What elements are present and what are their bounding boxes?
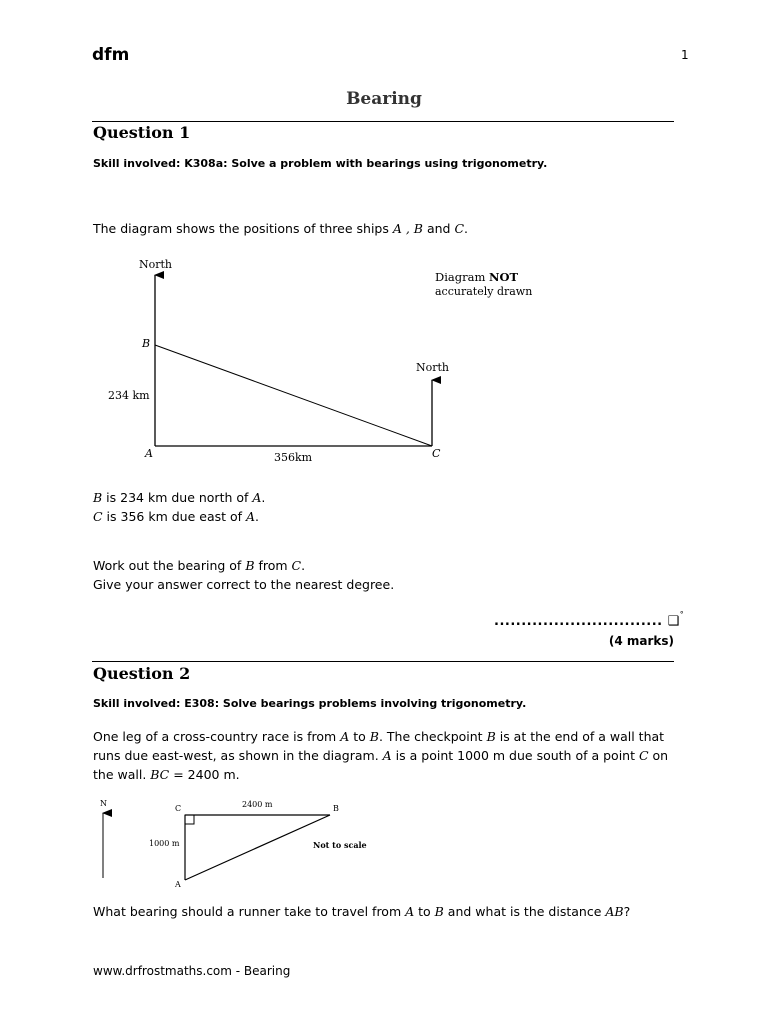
q2-question: What bearing should a runner take to travel from A to B and what is the distance AB? — [93, 904, 631, 919]
rule-top-q2 — [92, 661, 674, 662]
north-label-q2: N — [100, 799, 107, 808]
q1-marks: (4 marks) — [608, 634, 674, 648]
north-label-a: North — [139, 258, 173, 271]
north-label-c: North — [416, 361, 450, 374]
q1-intro: The diagram shows the positions of three ships A , B and C. — [93, 221, 469, 236]
label-c: C — [432, 447, 441, 460]
diagram-note-line2: accurately drawn — [435, 285, 533, 298]
question-2-heading: Question 2 — [93, 664, 191, 683]
label-cb-length: 2400 m — [242, 800, 273, 809]
q2-line-3: the wall. BC = 2400 m. — [93, 767, 240, 782]
label-ca-length: 1000 m — [149, 839, 180, 848]
not-to-scale-note: Not to scale — [313, 840, 367, 850]
q2-line-2: runs due east-west, as shown in the diagram. A is a point 1000 m due south of a point C on — [93, 748, 669, 763]
q1-task-1: Work out the bearing of B from C. — [93, 558, 306, 573]
q2-skill: Skill involved: E308: Solve bearings problems involving trigonometry. — [93, 697, 527, 710]
label-b: B — [142, 337, 151, 350]
line-ab — [185, 815, 330, 880]
q1-task-2: Give your answer correct to the nearest degree. — [93, 577, 395, 592]
label-a-q2: A — [175, 880, 181, 889]
label-a: A — [145, 447, 153, 460]
page-title: Bearing — [346, 89, 422, 109]
q1-fact-1: B is 234 km due north of A. — [93, 490, 266, 505]
q2-line-1: One leg of a cross-country race is from A to B. The checkpoint B is at the end of a wall that — [93, 729, 665, 744]
question-1-heading: Question 1 — [93, 123, 191, 142]
footer: www.drfrostmaths.com - Bearing — [93, 964, 291, 978]
label-b-q2: B — [333, 804, 339, 813]
diagram-note-line1: Diagram NOT — [435, 270, 519, 284]
q1-skill: Skill involved: K308a: Solve a problem with bearings using trigonometry. — [93, 157, 548, 170]
right-angle-marker — [185, 815, 194, 824]
page-number: 1 — [681, 48, 689, 62]
line-bc — [155, 345, 432, 446]
logo: dfm — [92, 45, 130, 65]
answer-line[interactable]: ............................... ❑° — [494, 610, 685, 629]
q1-fact-2: C is 356 km due east of A. — [93, 509, 260, 524]
label-ab-length: 234 km — [108, 389, 150, 402]
label-ac-length: 356km — [274, 451, 313, 464]
label-c-q2: C — [175, 804, 182, 813]
